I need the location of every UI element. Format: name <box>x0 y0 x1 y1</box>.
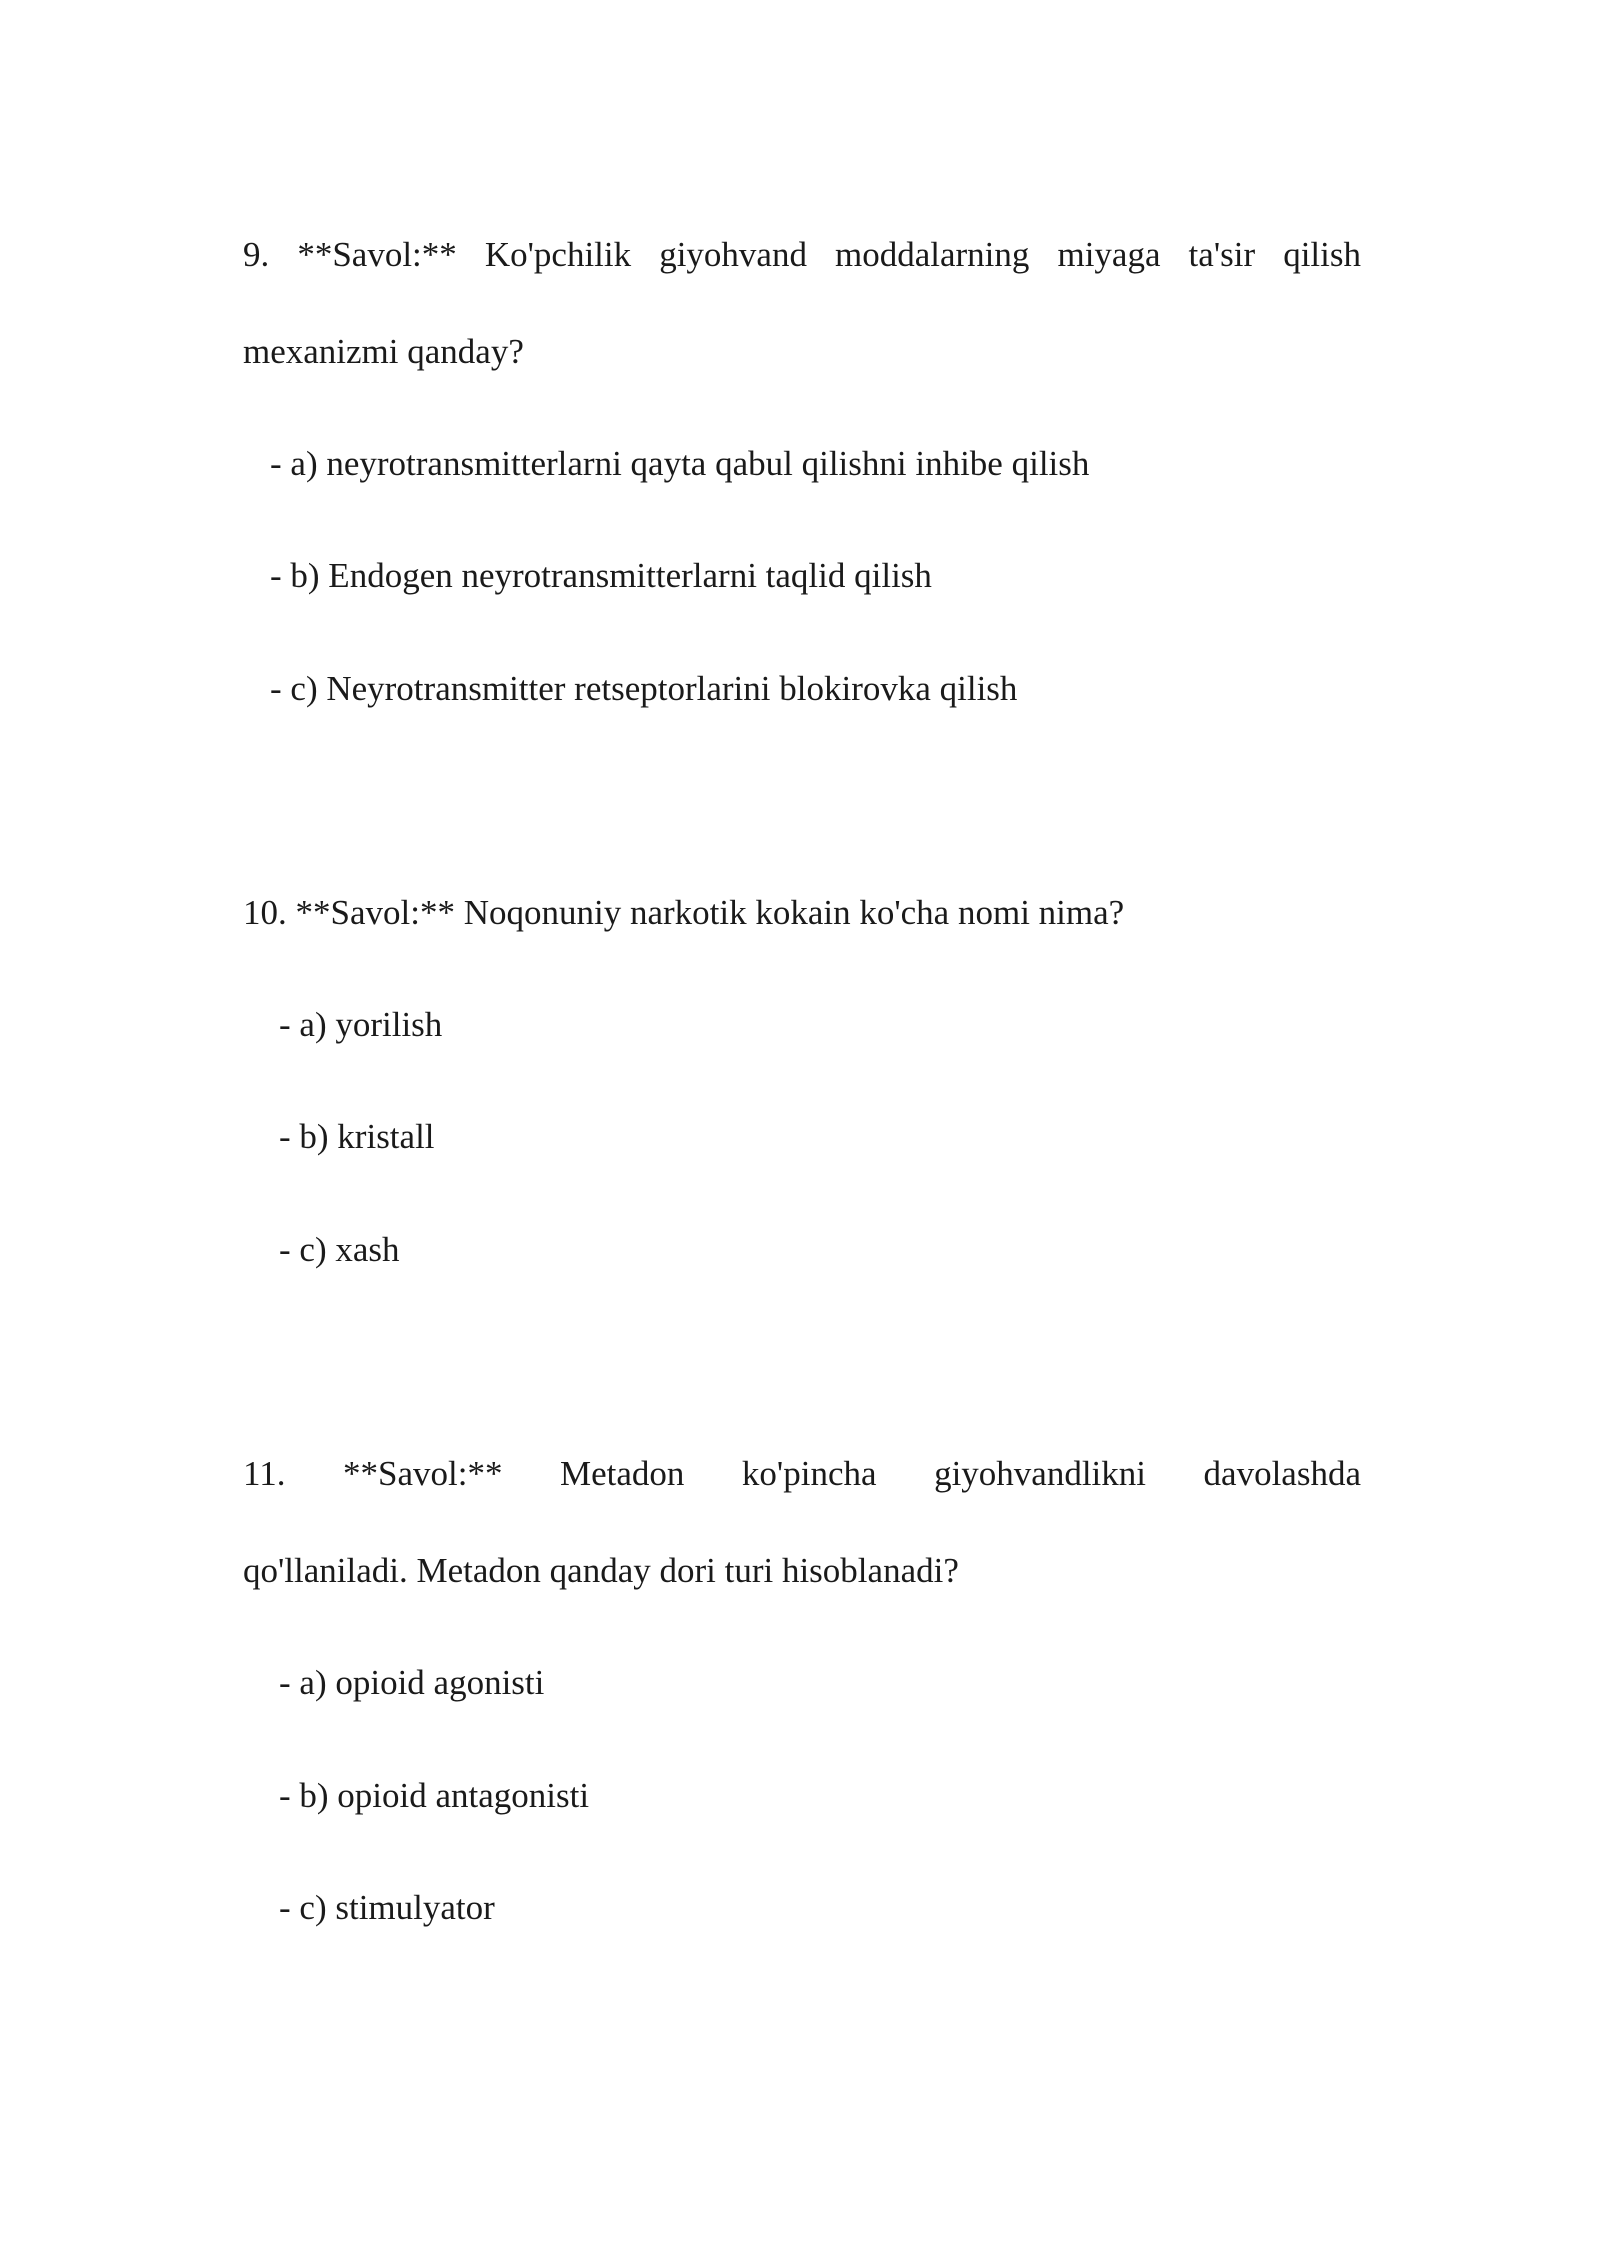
question-11-option-a: - a) opioid agonisti <box>279 1663 545 1702</box>
question-10-option-c: - c) xash <box>279 1230 400 1269</box>
question-9-text-line2: mexanizmi qanday? <box>243 332 524 371</box>
question-11-text-line2: qo'llaniladi. Metadon qanday dori turi hisoblanadi? <box>243 1551 959 1590</box>
question-9-text-line1: 9. **Savol:** Ko'pchilik giyohvand moddalarning miyaga ta'sir qilish <box>243 235 1361 274</box>
question-9-option-a: - a) neyrotransmitterlarni qayta qabul qilishni inhibe qilish <box>270 444 1090 483</box>
question-9-option-b: - b) Endogen neyrotransmitterlarni taqlid qilish <box>270 556 932 595</box>
question-10-option-b: - b) kristall <box>279 1117 435 1156</box>
question-10-option-a: - a) yorilish <box>279 1005 443 1044</box>
question-9-option-c: - c) Neyrotransmitter retseptorlarini blokirovka qilish <box>270 669 1018 708</box>
question-10-text: 10. **Savol:** Noqonuniy narkotik kokain ko'cha nomi nima? <box>243 893 1125 932</box>
question-11-option-c: - c) stimulyator <box>279 1888 495 1927</box>
question-11-text-line1: 11. **Savol:** Metadon ko'pincha giyohvandlikni davolashda <box>243 1454 1361 1493</box>
question-11-option-b: - b) opioid antagonisti <box>279 1776 590 1815</box>
